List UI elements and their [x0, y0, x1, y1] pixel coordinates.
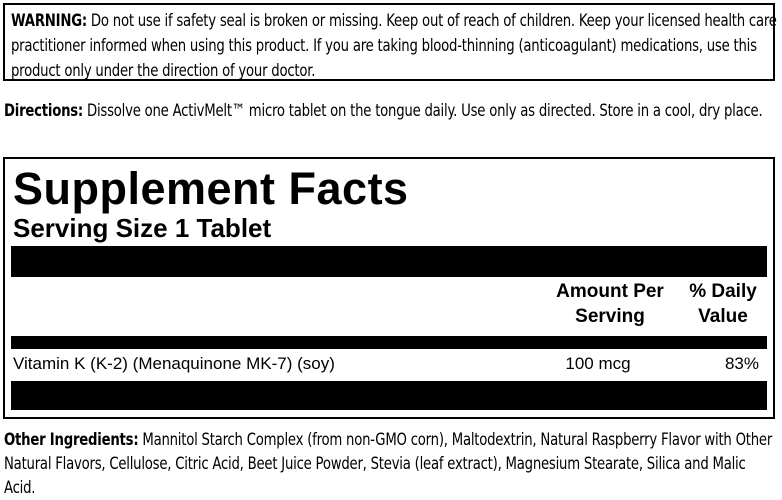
other-ingredients-section	[4, 428, 782, 500]
daily-value-header: % Daily Value	[689, 281, 757, 327]
warning-box	[3, 3, 775, 81]
other-ingredients-paragraph	[4, 428, 780, 500]
nutrient-amount: 100 mcg	[565, 354, 631, 373]
other-ingredients-label: Other Ingredients:	[4, 430, 139, 450]
serving-size: Serving Size 1 Tablet	[13, 213, 272, 243]
amount-per-serving-header: Amount Per Serving	[556, 281, 664, 327]
facts-divider-header	[11, 336, 767, 349]
nutrient-daily-value: 83%	[724, 354, 759, 373]
supplement-facts-panel	[3, 157, 775, 419]
other-ingredients-text: Mannitol Starch Complex (from non-GMO corn), Maltodextrin, Natural Raspberry Flavor with Other Natural Flavors, Cellulose, Citric Acid, Beet Juice Powder, Stevia (leaf extract), Magnesium Stearate, Silica and Malic Acid.	[4, 430, 773, 498]
directions-text: Dissolve one ActivMelt™ micro tablet on the tongue daily. Use only as directed. Store in a cool, dry place.	[83, 101, 763, 121]
warning-label: WARNING:	[11, 11, 87, 31]
directions-section	[4, 99, 782, 124]
facts-divider-thick-bottom	[11, 381, 767, 410]
directions-paragraph	[4, 99, 776, 124]
warning-text: Do not use if safety seal is broken or missing. Keep out of reach of children. Keep your licensed health care practitioner informed when using this product. If you are taking blood-thinning (anticoagulant) medications, use this product only under the direction of your doctor.	[11, 11, 777, 81]
nutrient-name: Vitamin K (K-2) (Menaquinone MK-7) (soy)	[13, 354, 335, 373]
supplement-facts-title: Supplement Facts	[13, 163, 409, 214]
facts-divider-thick-top	[11, 246, 767, 277]
warning-paragraph	[11, 9, 779, 84]
directions-label: Directions:	[4, 101, 84, 121]
